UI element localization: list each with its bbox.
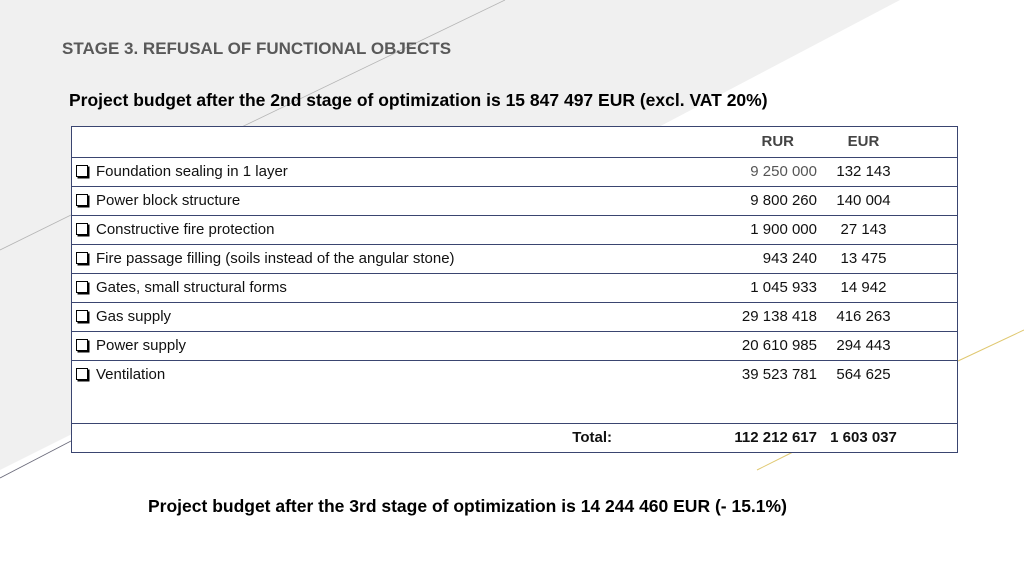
total-rur: 112 212 617 xyxy=(642,424,820,453)
row-eur: 294 443 xyxy=(820,332,958,361)
table-row xyxy=(72,245,958,274)
row-eur: 416 263 xyxy=(820,303,958,332)
budget-after-text: Project budget after the 3rd stage of optimization is 14 244 460 EUR (- 15.1%) xyxy=(148,496,787,516)
row-name: Power supply xyxy=(96,337,187,354)
row-rur: 1 900 000 xyxy=(642,216,820,245)
checkbox-empty-icon xyxy=(76,339,88,351)
row-rur: 20 610 985 xyxy=(642,332,820,361)
header-name xyxy=(72,127,643,158)
table-row xyxy=(72,332,958,361)
checkbox-empty-icon xyxy=(76,252,88,264)
accent-line-right xyxy=(958,330,1024,361)
row-name: Gates, small structural forms xyxy=(96,279,287,296)
checkbox-empty-icon xyxy=(76,165,88,177)
row-rur: 9 800 260 xyxy=(642,187,820,216)
row-name: Gas supply xyxy=(96,308,172,325)
total-label: Total: xyxy=(72,424,643,453)
row-rur: 29 138 418 xyxy=(642,303,820,332)
checkbox-empty-icon xyxy=(76,281,88,293)
table-header-row xyxy=(72,127,958,158)
row-eur: 13 475 xyxy=(820,245,958,274)
table-row xyxy=(72,216,958,245)
checkbox-empty-icon xyxy=(76,194,88,206)
table-total-row xyxy=(72,424,958,453)
budget-table xyxy=(71,126,958,453)
row-name: Ventilation xyxy=(96,366,166,383)
table-row xyxy=(72,187,958,216)
row-eur: 27 143 xyxy=(820,216,958,245)
row-eur: 140 004 xyxy=(820,187,958,216)
row-name: Constructive fire protection xyxy=(96,221,275,238)
header-eur: EUR xyxy=(820,127,958,158)
checkbox-empty-icon xyxy=(76,368,88,380)
table-row xyxy=(72,303,958,332)
row-name: Foundation sealing in 1 layer xyxy=(96,163,288,180)
accent-line-bottom xyxy=(757,452,793,470)
table-row xyxy=(72,361,958,424)
row-eur: 132 143 xyxy=(820,158,958,187)
row-eur: 564 625 xyxy=(820,361,958,424)
table-row xyxy=(72,158,958,187)
checkbox-empty-icon xyxy=(76,310,88,322)
total-eur: 1 603 037 xyxy=(820,424,958,453)
row-eur: 14 942 xyxy=(820,274,958,303)
table-row xyxy=(72,274,958,303)
slide-title: STAGE 3. REFUSAL OF FUNCTIONAL OBJECTS xyxy=(62,39,452,58)
header-rur: RUR xyxy=(642,127,820,158)
row-rur: 9 250 000 xyxy=(642,158,820,187)
budget-before-text: Project budget after the 2nd stage of optimization is 15 847 497 EUR (excl. VAT 20%) xyxy=(69,90,768,110)
row-name: Power block structure xyxy=(96,192,241,209)
row-name: Fire passage filling (soils instead of the angular stone) xyxy=(96,250,455,267)
row-rur: 943 240 xyxy=(642,245,820,274)
checkbox-empty-icon xyxy=(76,223,88,235)
row-rur: 39 523 781 xyxy=(642,361,820,424)
row-rur: 1 045 933 xyxy=(642,274,820,303)
